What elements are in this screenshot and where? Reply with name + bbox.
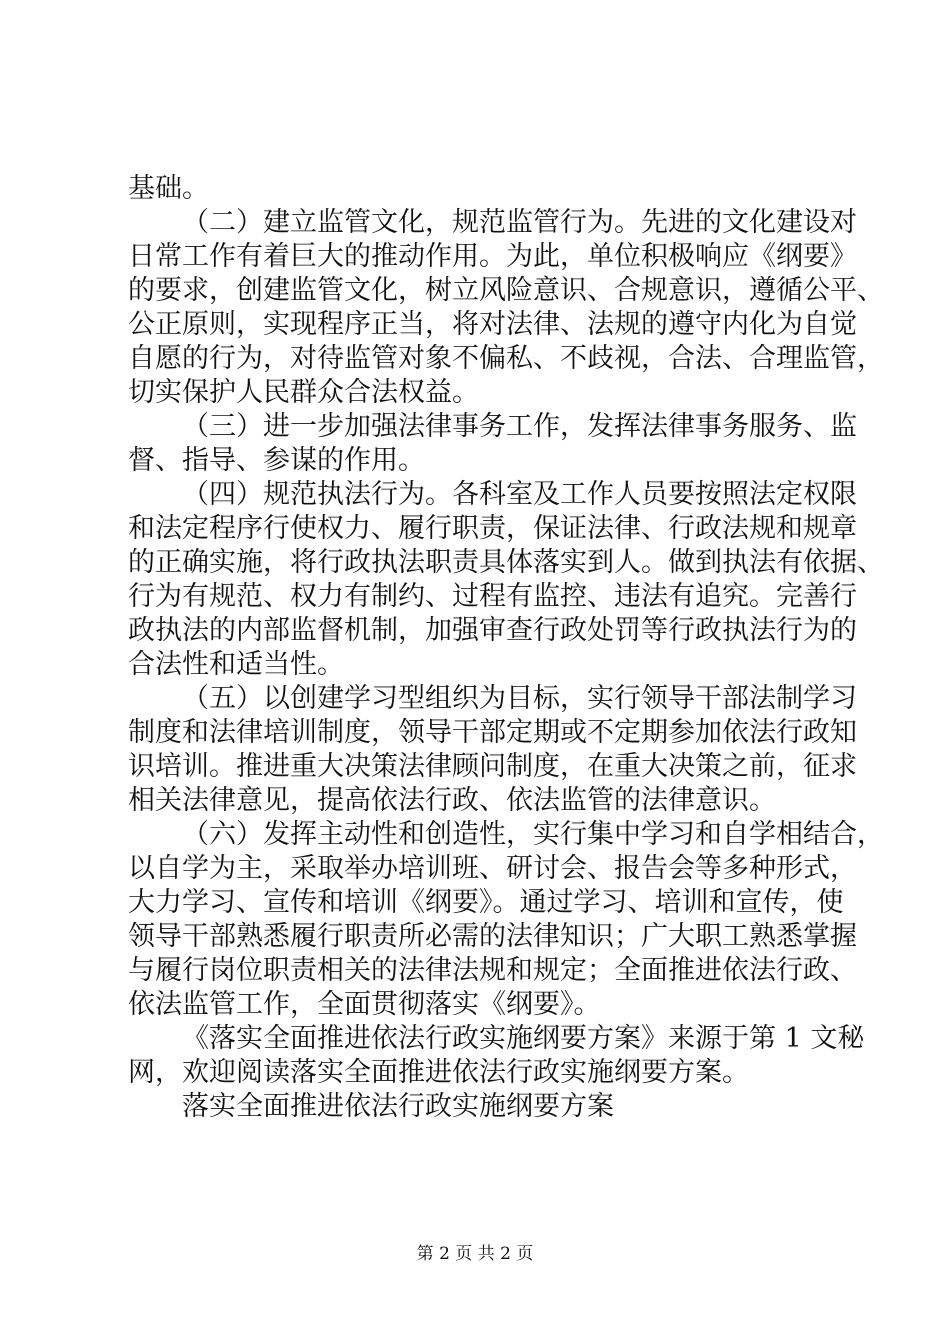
text-line: 切实保护人民群众合法权益。 [128,377,479,408]
text-line: 合法性和适当性。 [128,649,344,680]
text-line: 以自学为主，采取举办培训班、研讨会、报告会等多种形式， [128,853,857,884]
text-line: 政执法的内部监督机制，加强审查行政处罚等行政执法行为的 [128,615,857,646]
text-line: （三）进一步加强法律事务工作，发挥法律事务服务、监 [182,411,857,442]
text-line: 领导干部熟悉履行职责所必需的法律知识；广大职工熟悉掌握 [128,921,857,952]
text-line: （四）规范执法行为。各科室及工作人员要按照法定权限 [182,479,857,510]
text-line: 与履行岗位职责相关的法律法规和规定；全面推进依法行政、 [128,955,857,986]
text-line: 制度和法律培训制度，领导干部定期或不定期参加依法行政知 [128,717,857,748]
text-line: 基础。 [128,173,209,204]
text-line: 网，欢迎阅读落实全面推进依法行政实施纲要方案。 [128,1057,749,1088]
text-line: 落实全面推进依法行政实施纲要方案 [182,1091,614,1122]
text-line: （五）以创建学习型组织为目标，实行领导干部法制学习 [182,683,857,714]
text-line: （二）建立监管文化，规范监管行为。先进的文化建设对 [182,207,857,238]
text-line: 识培训。推进重大决策法律顾问制度，在重大决策之前，征求 [128,751,857,782]
text-line: 行为有规范、权力有制约、过程有监控、违法有追究。完善行 [128,581,857,612]
page-footer [0,1243,950,1265]
text-line: 督、指导、参谋的作用。 [128,445,425,476]
text-line: 和法定程序行使权力、履行职责，保证法律、行政法规和规章 [128,513,857,544]
text-line: 《落实全面推进依法行政实施纲要方案》来源于第 1 文秘 [182,1023,865,1054]
page-number: 第 2 页 共 2 页 [416,1244,534,1264]
text-line: 大力学习、宣传和培训《纲要》。通过学习、培训和宣传，使 [128,887,844,918]
text-line: 相关法律意见，提高依法行政、依法监管的法律意识。 [128,785,776,816]
text-line: 日常工作有着巨大的推动作用。为此，单位积极响应《纲要》 [128,241,857,272]
text-line: 的要求，创建监管文化，树立风险意识、合规意识，遵循公平、 [128,275,884,306]
text-line: 的正确实施，将行政执法职责具体落实到人。做到执法有依据、 [128,547,884,578]
text-line: （六）发挥主动性和创造性，实行集中学习和自学相结合， [182,819,884,850]
text-line: 公正原则，实现程序正当，将对法律、法规的遵守内化为自觉 [128,309,857,340]
text-line: 依法监管工作，全面贯彻落实《纲要》。 [128,989,601,1020]
text-line: 自愿的行为，对待监管对象不偏私、不歧视，合法、合理监管， [128,343,884,374]
